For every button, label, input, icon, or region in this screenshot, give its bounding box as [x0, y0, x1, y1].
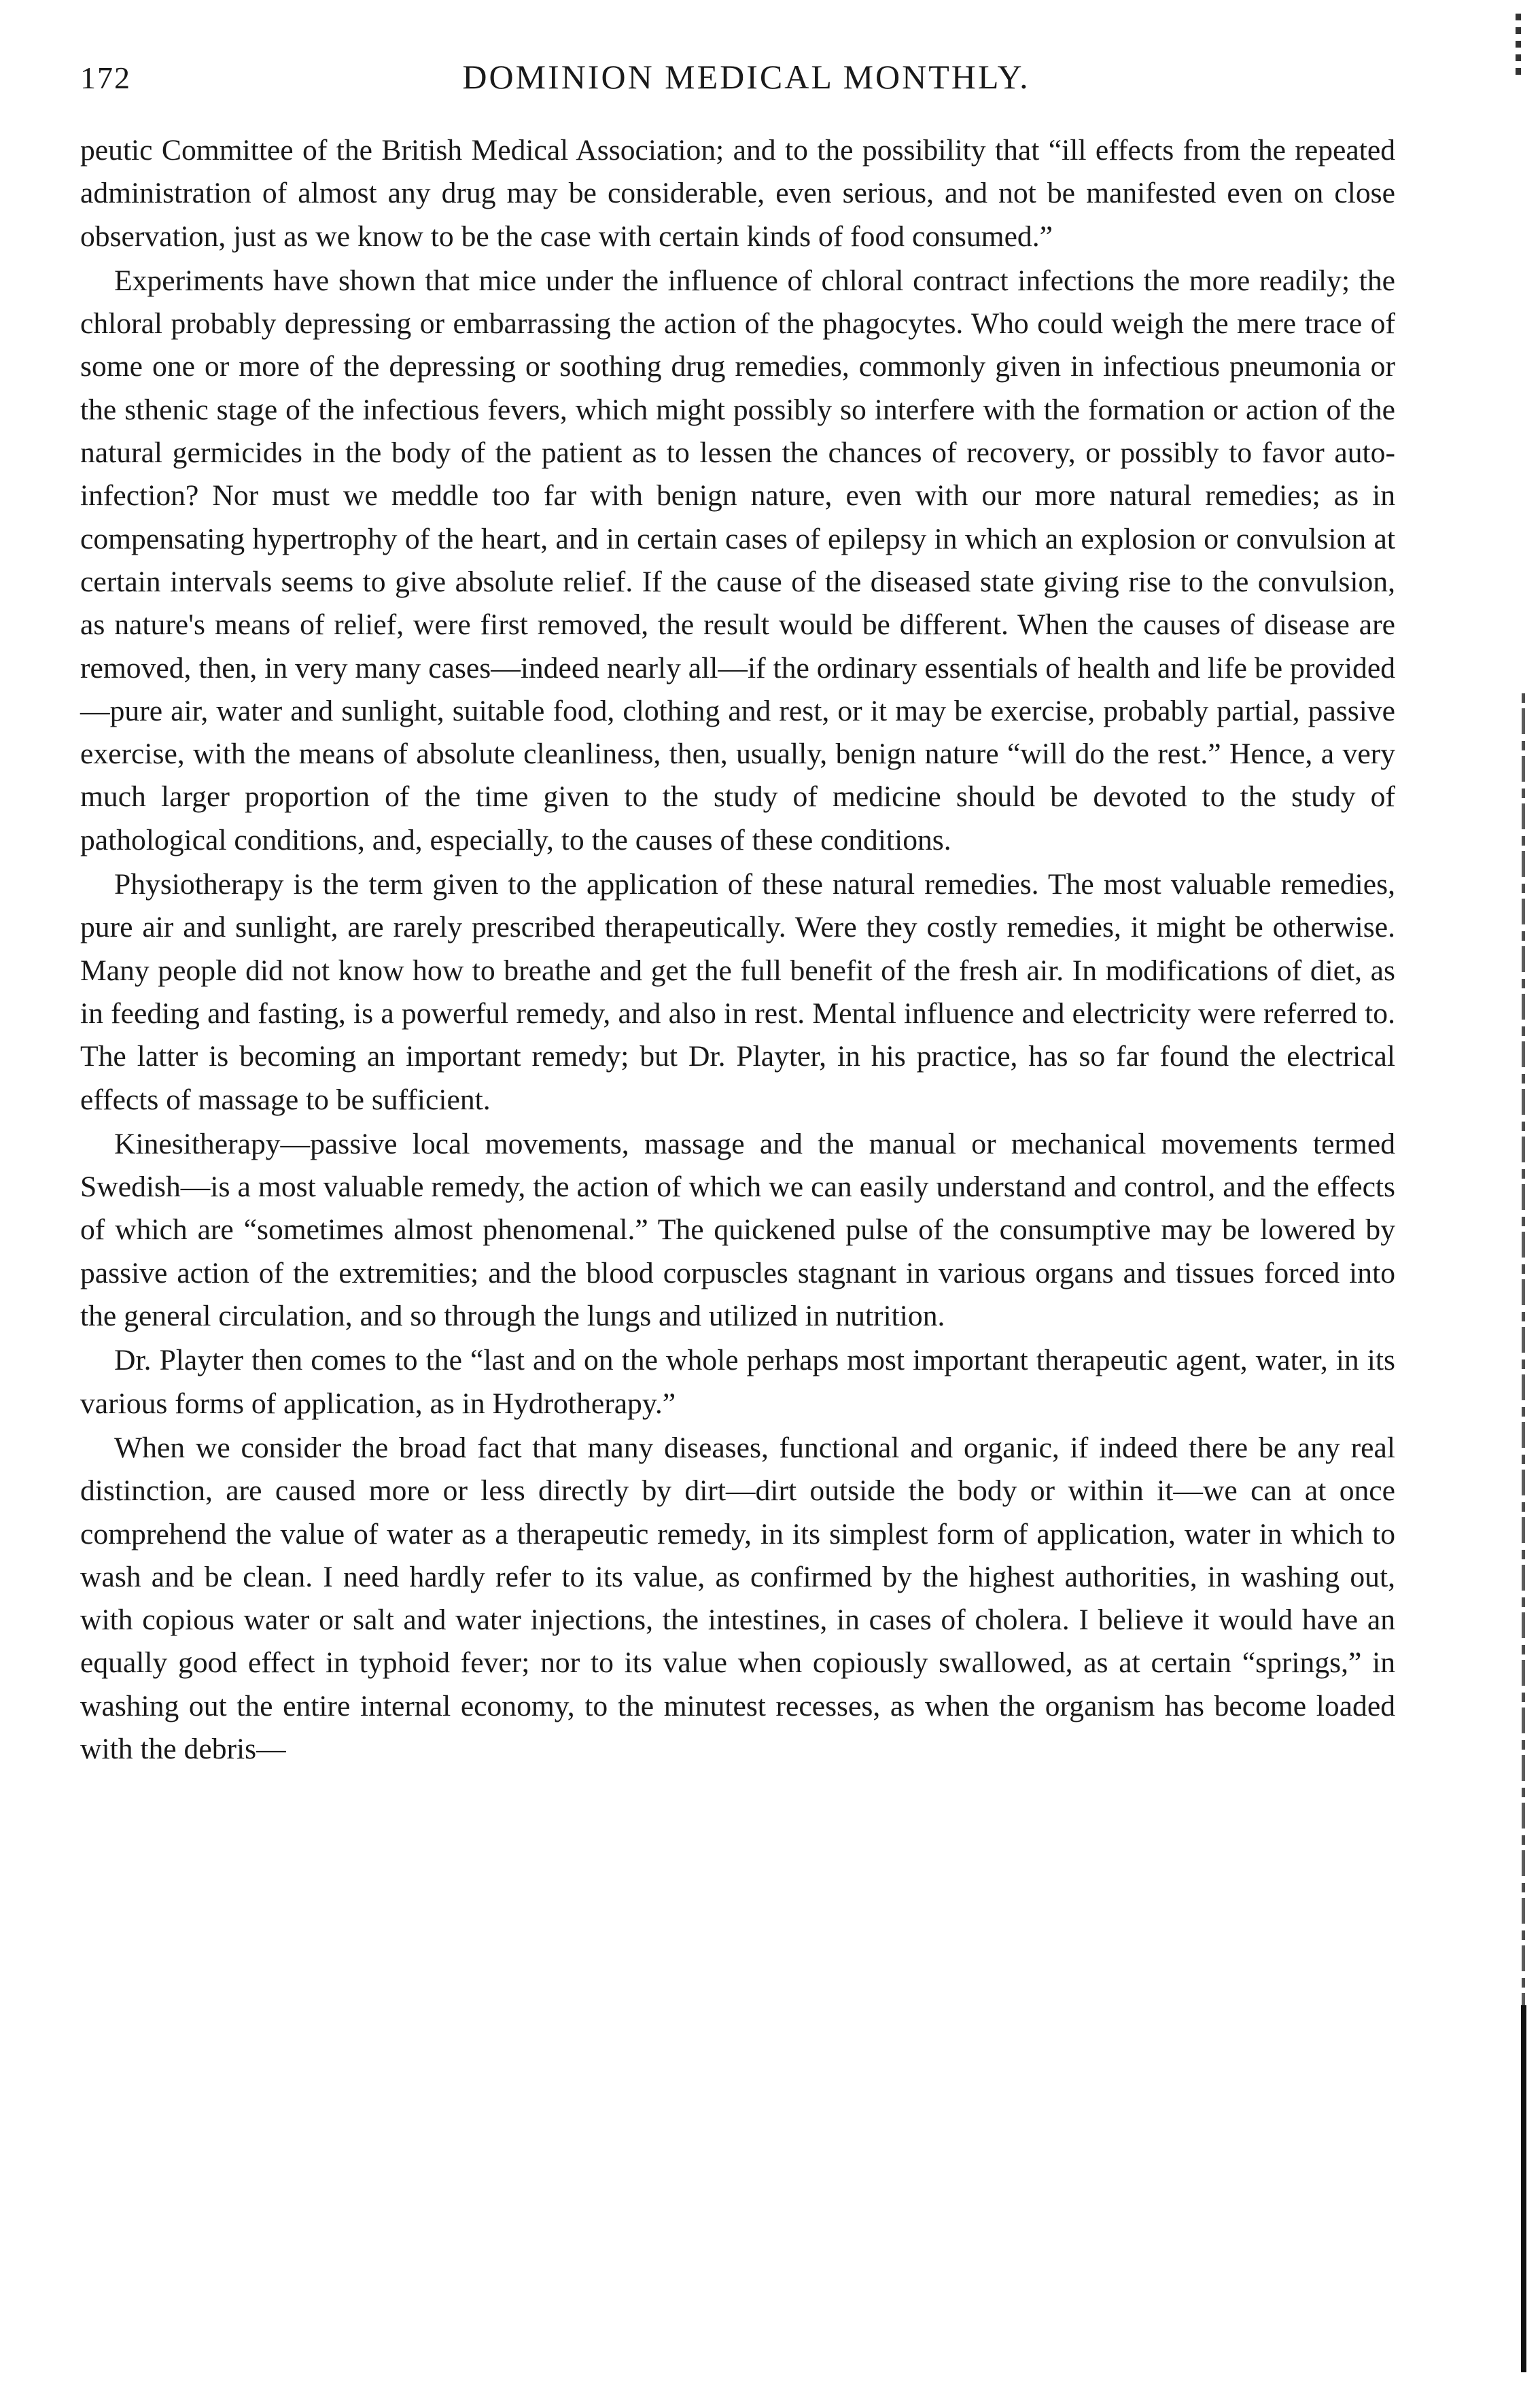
paragraph-6: When we consider the broad fact that many diseases, functional and organic, if indeed there be any real distinction, are caused more or less directly by dirt—dirt outside the body or within it—we can at once comprehend the value of water as a therapeutic remedy, in its simplest form of application, water in which to wash and be clean. I need hardly refer to its value, as confirmed by the highest authorities, in washing out, with copious water or salt and water injections, the intestines, in cases of cholera. I believe it would have an equally good effect in typhoid fever; nor to its value when copiously swallowed, as at certain “springs,” in washing out the entire internal economy, to the minutest recesses, as when the organism has become loaded with the debris— [80, 1431, 1395, 1765]
paragraph-3: Physiotherapy is the term given to the application of these natural remedies. The most valuable remedies, pure air and sunlight, are rarely prescribed therapeutically. Were they costly remedies, it might be otherwise. Many people did not know how to breathe and get the full benefit of the fresh air. In modifications of diet, as in feeding and fasting, is a powerful remedy, and also in rest. Mental influence and electricity were referred to. The latter is becoming an important remedy; but Dr. Playter, in his practice, has so far found the electrical effects of massage to be sufficient. [80, 868, 1395, 1116]
page-header [80, 53, 1412, 107]
paragraph-4: Kinesitherapy—passive local movements, massage and the manual or mechanical movements termed Swedish—is a most valuable remedy, the action of which we can easily understand and control, and the effects of which are “sometimes almost phenomenal.” The quickened pulse of the consumptive may be lowered by passive action of the extremities; and the blood corpuscles stagnant in various organs and tissues forced into the general circulation, and so through the lungs and utilized in nutrition. [80, 1127, 1395, 1333]
page-number: 172 [80, 60, 131, 95]
paragraph-5: Dr. Playter then comes to the “last and on the whole perhaps most important therapeutic agent, water, in its various forms of application, as in Hydrotherapy.” [80, 1344, 1395, 1420]
running-title: DOMINION MEDICAL MONTHLY. [462, 58, 1030, 96]
scan-artifact-top [1516, 14, 1521, 75]
paragraph-2: Experiments have shown that mice under the influence of chloral contract infections the more readily; the chloral probably depressing or embarrassing the action of the phagocytes. Who could weigh the mere trace of some one or more of the depressing or soothing drug remedies, commonly given in infectious pneumonia or the sthenic stage of the infectious fevers, which might possibly so interfere with the formation or action of the natural germicides in the body of the patient as to lessen the chances of recovery, or possibly to favor auto-infection? Nor must we meddle too far with benign nature, even with our more natural remedies; as in compensating hypertrophy of the heart, and in certain cases of epilepsy in which an explosion or convulsion at certain intervals seems to give absolute relief. If the cause of the diseased state giving rise to the convulsion, as nature's means of relief, were first removed, the result would be different. When the causes of disease are removed, then, in very many cases—indeed nearly all—if the ordinary essentials of health and life be provided—pure air, water and sunlight, suitable food, clothing and rest, or it may be exercise, probably partial, passive exercise, with the means of absolute cleanliness, then, usually, benign nature “will do the rest.” Hence, a very much larger proportion of the time given to the study of medicine should be devoted to the study of pathological conditions, and, especially, to the causes of these conditions. [80, 264, 1395, 856]
paragraph-1: peutic Committee of the British Medical Association; and to the possibility that “ill effects from the repeated administration of almost any drug may be considerable, even serious, and not be manifested even on close observation, just as we know to be the case with certain kinds of food consumed.” [80, 134, 1395, 253]
scan-artifact-binding [1521, 2005, 1526, 2372]
article-body [80, 129, 1395, 1771]
